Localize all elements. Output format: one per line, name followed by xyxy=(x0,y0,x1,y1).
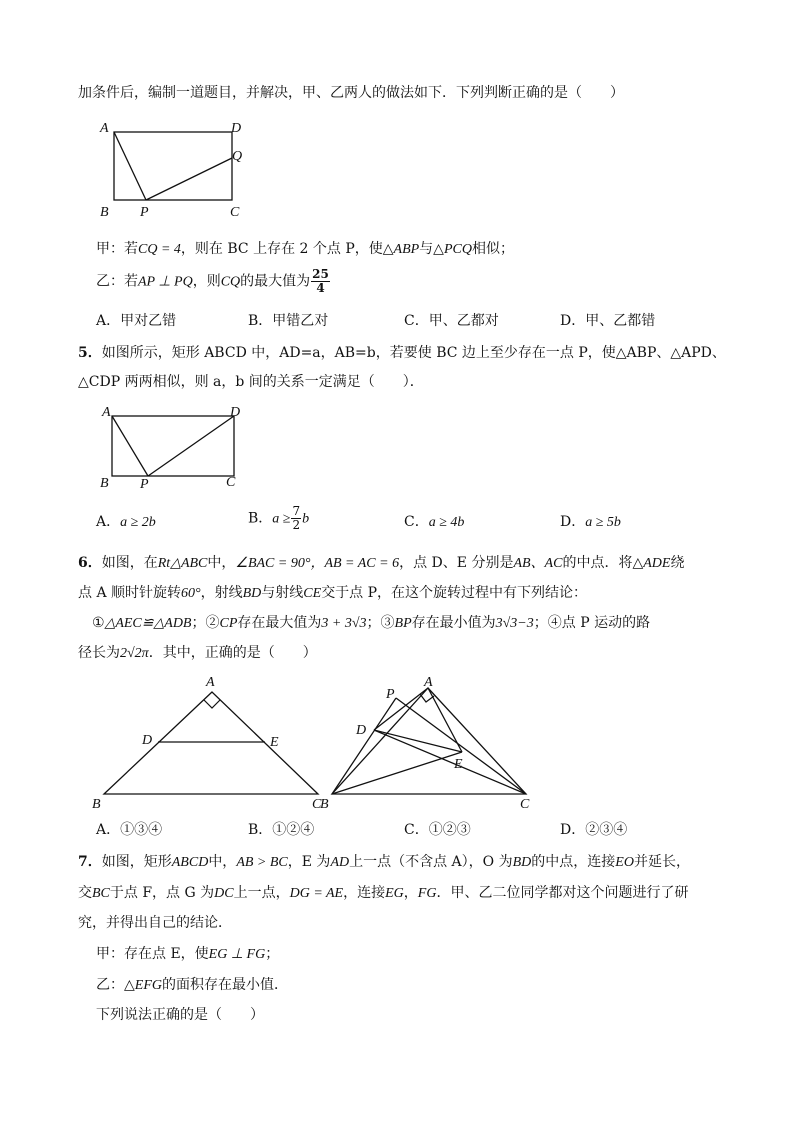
q6f2-label-a: A xyxy=(424,675,433,690)
q6f1-label-d: D xyxy=(142,733,153,748)
q5-label-a: A xyxy=(102,405,111,420)
q6f1-label-e: E xyxy=(270,735,279,750)
q6-figure-left xyxy=(88,670,338,810)
q6-option-b[interactable]: B．①②④ xyxy=(248,822,315,838)
q5-option-b[interactable]: B．a ≥ $\frac{7}{2}$ b xyxy=(248,504,310,532)
q4-label-q: Q xyxy=(232,149,243,164)
q6-line2: 点 A 顺时针旋转60°，射线BD与射线CE交于点 P，在这个旋转过程中有下列结论： xyxy=(78,585,588,601)
q5-option-d[interactable]: D．a ≥ 5b xyxy=(560,514,621,530)
q7-jia-line: 甲：存在点 E，使EG ⊥ FG； xyxy=(96,946,280,962)
q6-line1: 6．如图，在Rt△ABC中，∠BAC = 90°，AB = AC = 6，点 D、E 分别是AB、AC的中点．将△ADE绕 xyxy=(78,555,685,571)
q7-line3: 究，并得出自己的结论． xyxy=(78,915,232,931)
q5-label-b: B xyxy=(100,476,109,491)
q4-option-b[interactable]: B．甲错乙对 xyxy=(248,313,329,329)
q5-fraction: $\frac{7}{2}$ xyxy=(292,504,301,532)
q7-line1: 7．如图，矩形ABCD中，AB > BC，E 为AD上一点（不含点 A），O 为BD的中点，连接EO并延长， xyxy=(78,854,690,870)
q6-line4: 径长为2√2π．其中，正确的是（ ） xyxy=(78,645,317,661)
q4-yi-line: 乙：若AP ⊥ PQ，则CQ的最大值为 $\frac{25}{4}$ xyxy=(96,267,329,295)
q6f2-label-e: E xyxy=(454,757,463,772)
q5-line2: △CDP 两两相似，则 a，b 间的关系一定满足（ ）． xyxy=(78,374,424,390)
q6f2-label-p: P xyxy=(386,687,395,702)
q5-figure xyxy=(98,404,258,494)
q4-jia-line: 甲：若CQ = 4，则在 BC 上存在 2 个点 P，使△ABP与△PCQ相似； xyxy=(96,241,514,257)
q6-option-d[interactable]: D．②③④ xyxy=(560,822,628,838)
q4-label-b: B xyxy=(100,205,109,220)
q4-label-p: P xyxy=(140,205,149,220)
q6f2-label-c: C xyxy=(520,797,530,812)
q5-label-p: P xyxy=(140,477,149,492)
q7-line2: 交BC于点 F，点 G 为DC上一点，DG = AE，连接EG，FG．甲、乙二位同学都对这个问题进行了研 xyxy=(78,885,689,901)
q4-option-c[interactable]: C．甲、乙都对 xyxy=(404,313,499,329)
q4-fraction: $\frac{25}{4}$ xyxy=(312,267,329,295)
q5-segment-pd xyxy=(148,416,234,476)
q6f1-label-a: A xyxy=(206,675,215,690)
q4-label-c: C xyxy=(230,205,240,220)
q5-option-a[interactable]: A．a ≥ 2b xyxy=(96,514,156,530)
q6f1-label-c: C xyxy=(312,797,322,812)
q6-line3: ①△AEC≌△ADB；②CP存在最大值为3 + 3√3；③BP存在最小值为3√3−3；④点 P 运动的路 xyxy=(92,615,651,631)
q5-label-d: D xyxy=(230,405,241,420)
q4-option-a[interactable]: A．甲对乙错 xyxy=(96,313,177,329)
q6f2-label-d: D xyxy=(356,723,367,738)
q4-label-a: A xyxy=(100,121,109,136)
q4-segment-ap xyxy=(114,132,146,200)
q6-option-c[interactable]: C．①②③ xyxy=(404,822,471,838)
q6f2-ray-bp xyxy=(332,698,396,794)
q5-segment-ap xyxy=(112,416,148,476)
q6-right-angle-mark xyxy=(204,700,220,708)
q4-segment-pq xyxy=(146,158,232,200)
q5-label-c: C xyxy=(226,475,236,490)
q6f2-triangle-abc xyxy=(332,688,526,794)
q6f2-segment-cd xyxy=(374,730,526,794)
q6f2-label-b: B xyxy=(320,797,329,812)
q6f1-label-b: B xyxy=(92,797,101,812)
q7-question-line: 下列说法正确的是（ ） xyxy=(96,1007,264,1023)
q6-figure-right xyxy=(318,670,548,810)
q4-figure xyxy=(98,118,258,223)
q4-label-d: D xyxy=(231,121,242,136)
q5-line1: 5．如图所示，矩形 ABCD 中，AD=a，AB=b，若要使 BC 边上至少存在一点 P，使△ABP、△APD、 xyxy=(78,345,726,361)
q5-option-c[interactable]: C．a ≥ 4b xyxy=(404,514,465,530)
q6-option-a[interactable]: A．①③④ xyxy=(96,822,163,838)
q6f2-ray-cp xyxy=(396,698,526,794)
q7-yi-line: 乙：△EFG的面积存在最小值． xyxy=(96,977,288,993)
intro-line: 加条件后，编制一道题目，并解决，甲、乙两人的做法如下．下列判断正确的是（ ） xyxy=(78,85,624,101)
q4-option-d[interactable]: D．甲、乙都错 xyxy=(560,313,656,329)
